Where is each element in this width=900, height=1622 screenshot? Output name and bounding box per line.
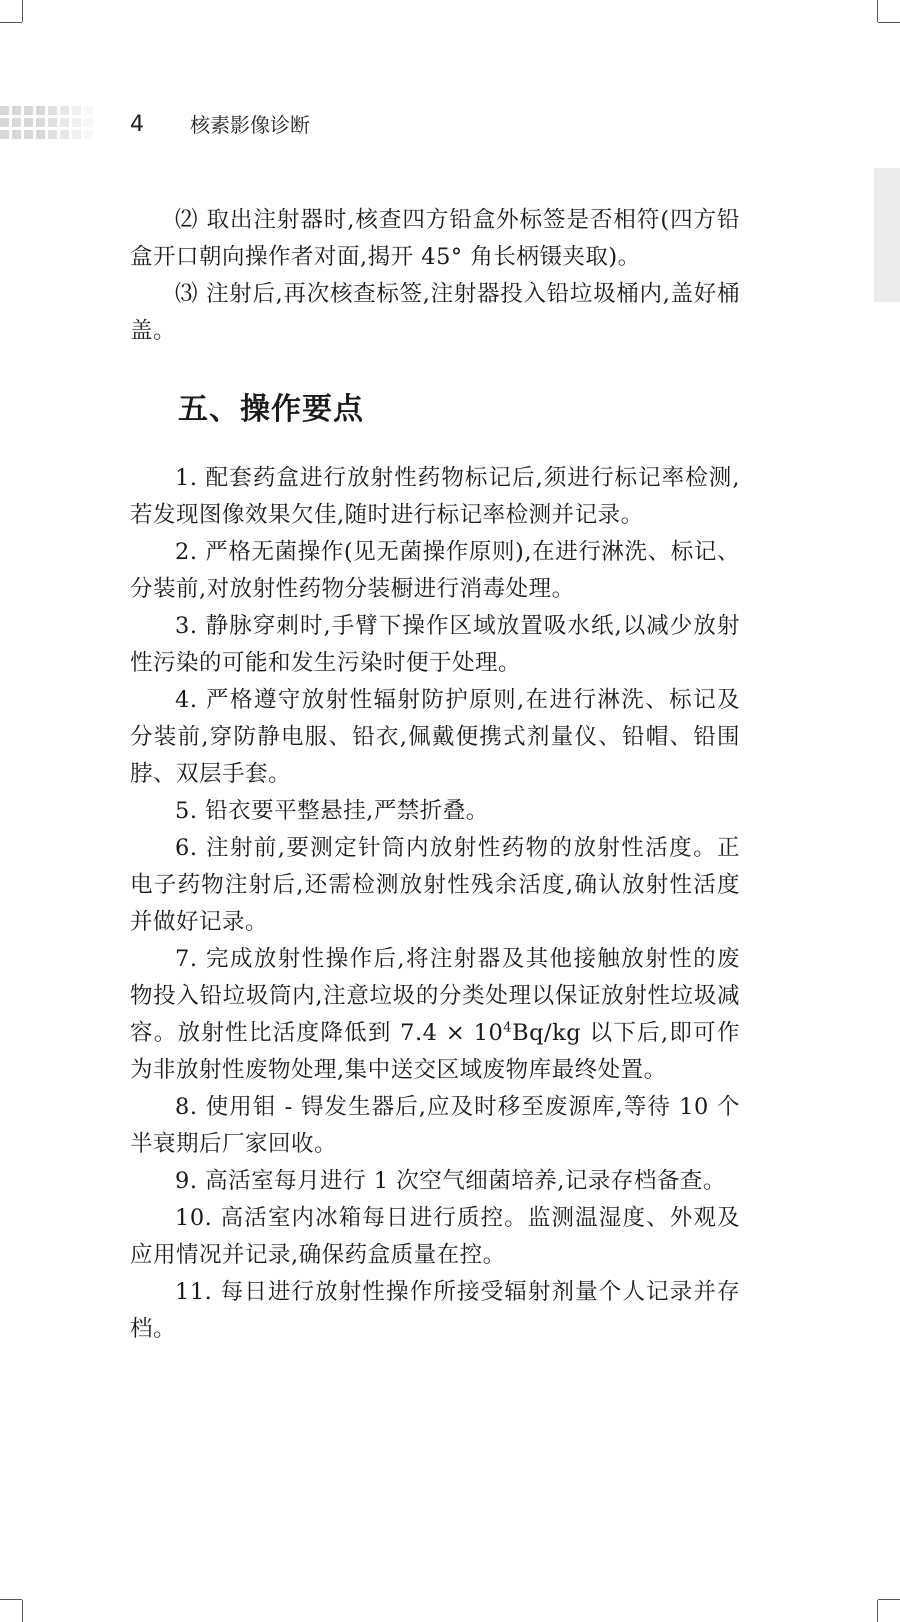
page-content [130,202,740,1348]
side-thumb-tab [874,168,900,302]
list-item: 3. 静脉穿刺时,手臂下操作区域放置吸水纸,以减少放射性污染的可能和发生污染时便于处理。 [130,613,740,676]
crop-mark [878,22,900,23]
crop-mark [22,1600,23,1622]
crop-mark [0,1599,22,1600]
list-item: 9. 高活室每月进行 1 次空气细菌培养,记录存档备查。 [175,1168,726,1194]
crop-mark [877,0,878,22]
list-item: 10. 高活室内冰箱每日进行质控。监测温湿度、外观及应用情况并记录,确保药盒质量在控。 [130,1205,740,1268]
item7-text-before: 7. 完成放射性操作后,将注射器及其他接触放射性的废物投入铅垃圾筒内,注意垃圾的分类处理以保证放射性垃圾减容。放射性比活度降低到 7.4 × 10 [130,946,740,1046]
list-item: 1. 配套药盒进行放射性药物标记后,须进行标记率检测,若发现图像效果欠佳,随时进行标记率检测并记录。 [130,465,740,528]
page-number: 4 [130,112,144,137]
list-item: 2. 严格无菌操作(见无菌操作原则),在进行淋洗、标记、分装前,对放射性药物分装橱进行消毒处理。 [130,539,740,602]
item7-text-after: Bq/kg 以下后,即可作为非放射性废物处理,集中送交区域废物库最终处置。 [130,1020,740,1083]
list-item: 8. 使用钼 - 锝发生器后,应及时移至废源库,等待 10 个半衰期后厂家回收。 [130,1094,740,1157]
list-item: 4. 严格遵守放射性辐射防护原则,在进行淋洗、标记及分装前,穿防静电服、铅衣,佩戴便携式剂量仪、铅帽、铅围脖、双层手套。 [130,687,740,787]
crop-mark [22,0,23,22]
header-dot-pattern [0,106,100,146]
list-item: 11. 每日进行放射性操作所接受辐射剂量个人记录并存档。 [130,1279,740,1342]
list-item [130,941,740,1089]
crop-mark [877,1600,878,1622]
paragraph-item-2: ⑵ 取出注射器时,核查四方铅盒外标签是否相符(四方铅盒开口朝向操作者对面,揭开 45° 角长柄镊夹取)。 [130,207,740,270]
crop-mark [878,1599,900,1600]
list-item: 6. 注射前,要测定针筒内放射性药物的放射性活度。正电子药物注射后,还需检测放射性残余活度,确认放射性活度并做好记录。 [130,835,740,935]
running-title: 核素影像诊断 [190,113,310,137]
paragraph-item-3: ⑶ 注射后,再次核查标签,注射器投入铅垃圾桶内,盖好桶盖。 [130,281,740,344]
list-item: 5. 铅衣要平整悬挂,严禁折叠。 [175,798,489,824]
section-title: 五、操作要点 [178,392,364,427]
crop-mark [0,22,22,23]
item7-superscript: 4 [503,1020,513,1036]
